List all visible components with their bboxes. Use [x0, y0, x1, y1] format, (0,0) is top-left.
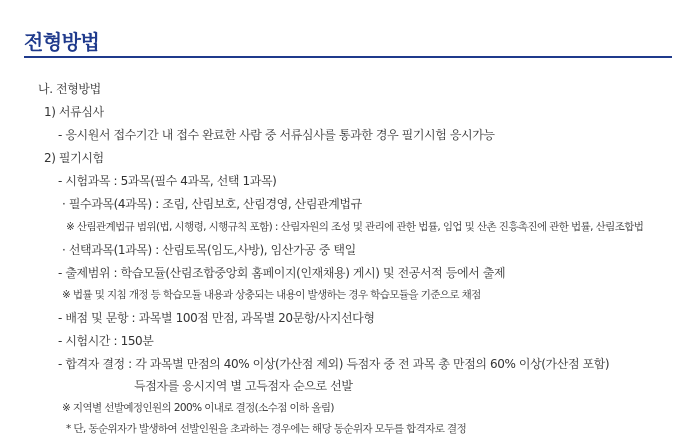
subsection-heading: 나. 전형방법 [38, 82, 101, 96]
step-written-exam: 2) 필기시험 [44, 151, 104, 165]
grading-basis-note: ※ 법률 및 지침 개정 등 학습모듈 내용과 상충되는 내용이 발생하는 경우 학습모듈을 기준으로 채점 [62, 289, 481, 301]
exam-subjects: - 시험과목 : 5과목(필수 4과목, 선택 1과목) [58, 174, 277, 188]
elective-subjects: · 선택과목(1과목) : 산림토목(임도,사방), 임산가공 중 택일 [62, 243, 356, 257]
exam-scope: - 출제범위 : 학습모듈(산림조합중앙회 홈페이지(인재채용) 게시) 및 전공서적 등에서 출제 [58, 266, 506, 280]
title-divider [24, 56, 672, 58]
step-document-screening: 1) 서류심사 [44, 105, 104, 119]
required-subjects: · 필수과목(4과목) : 조림, 산림보호, 산림경영, 산림관계법규 [62, 197, 362, 211]
section-title: 전형방법 [24, 30, 100, 54]
pass-criteria-continued: 득점자를 응시지역 별 고득점자 순으로 선발 [134, 379, 353, 393]
regional-quota-note: ※ 지역별 선발예정인원의 200% 이내로 결정(소수점 이하 올림) [62, 402, 334, 414]
exam-duration: - 시험시간 : 150분 [58, 334, 154, 348]
law-scope-note: ※ 산림관계법규 범위(법, 시행령, 시행규칙 포함) : 산림자원의 조성 및 관리에 관한 법률, 임업 및 산촌 진흥촉진에 관한 법률, 산림조합법 [66, 221, 644, 233]
scoring-and-questions: - 배점 및 문항 : 과목별 100점 만점, 과목별 20문항/사지선다형 [58, 311, 375, 325]
tie-breaker-note: * 단, 동순위자가 발생하여 선발인원을 초과하는 경우에는 해당 동순위자 모두를 합격자로 결정 [66, 423, 467, 435]
document-screening-detail: - 응시원서 접수기간 내 접수 완료한 사람 중 서류심사를 통과한 경우 필기시험 응시가능 [58, 128, 495, 142]
pass-criteria: - 합격자 결정 : 각 과목별 만점의 40% 이상(가산점 제외) 득점자 중 전 과목 총 만점의 60% 이상(가산점 포함) [58, 357, 610, 371]
